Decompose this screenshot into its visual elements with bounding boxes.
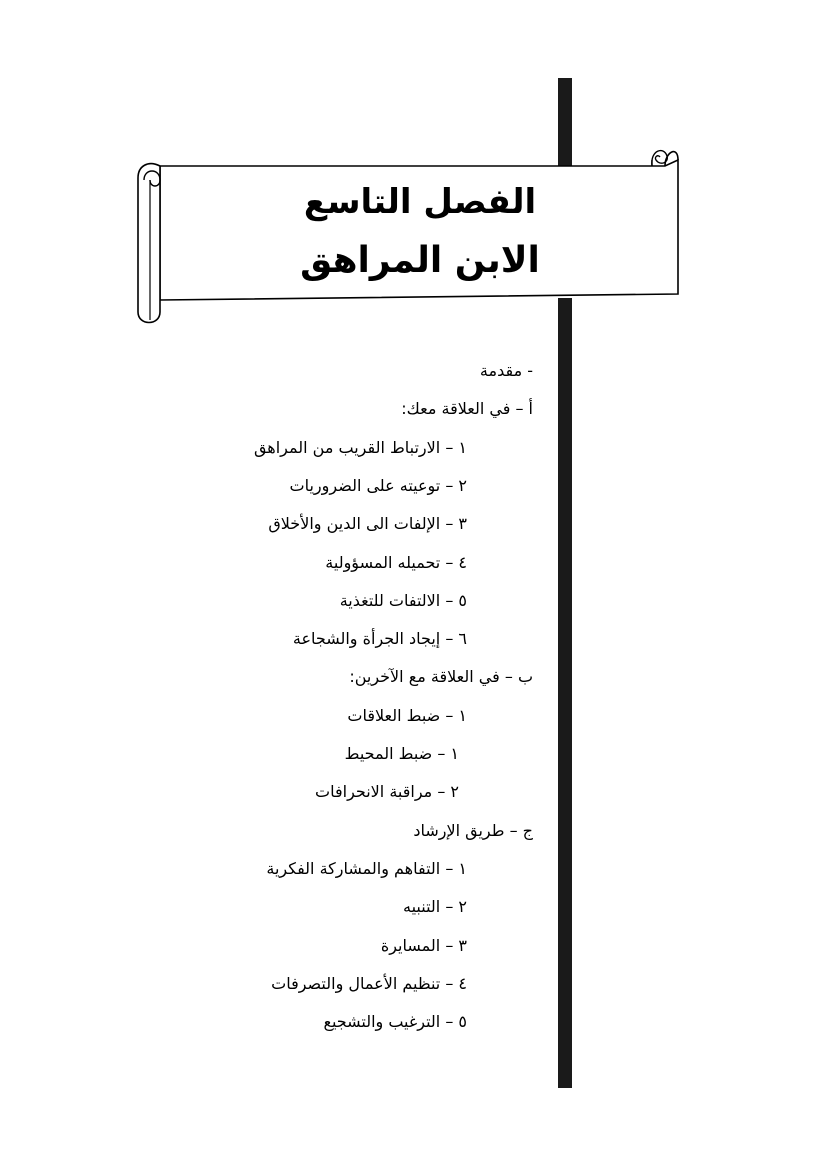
outline-item: ١ – التفاهم والمشاركة الفكرية (266, 858, 467, 878)
outline-item: ٥ – الالتفات للتغذية (339, 590, 467, 610)
signpost-pole (558, 298, 572, 1088)
chapter-title: الابن المراهق (300, 240, 540, 281)
outline-item: ٤ – تنظيم الأعمال والتصرفات (271, 973, 467, 993)
outline-item: ٤ – تحميله المسؤولية (325, 552, 467, 572)
outline-item: ٣ – المسايرة (380, 935, 467, 955)
outline-item: ١ – الارتباط القريب من المراهق (253, 437, 467, 457)
chapter-number-title: الفصل التاسع (303, 182, 537, 222)
outline-item: ١ – ضبط المحيط (344, 744, 459, 763)
outline-section: ج – طريق الإرشاد (413, 820, 533, 840)
outline-item: ٢ – توعيته على الضروريات (289, 475, 467, 495)
outline-item: ٢ – مراقبة الانحرافات (315, 782, 459, 802)
outline-item: ٣ – الإلفات الى الدين والأخلاق (268, 514, 467, 534)
outline-section: أ – في العلاقة معك: (401, 399, 533, 419)
outline-item: ٢ – التنبيه (403, 897, 467, 917)
outline-item: ٥ – الترغيب والتشجيع (323, 1012, 467, 1032)
outline-item: ١ – ضبط العلاقات (347, 705, 467, 725)
outline-section: ب – في العلاقة مع الآخرين: (349, 667, 533, 687)
outline-section: - مقدمة (479, 361, 533, 380)
scroll-banner (0, 0, 815, 340)
outline-item: ٦ – إيجاد الجرأة والشجاعة (292, 629, 467, 649)
